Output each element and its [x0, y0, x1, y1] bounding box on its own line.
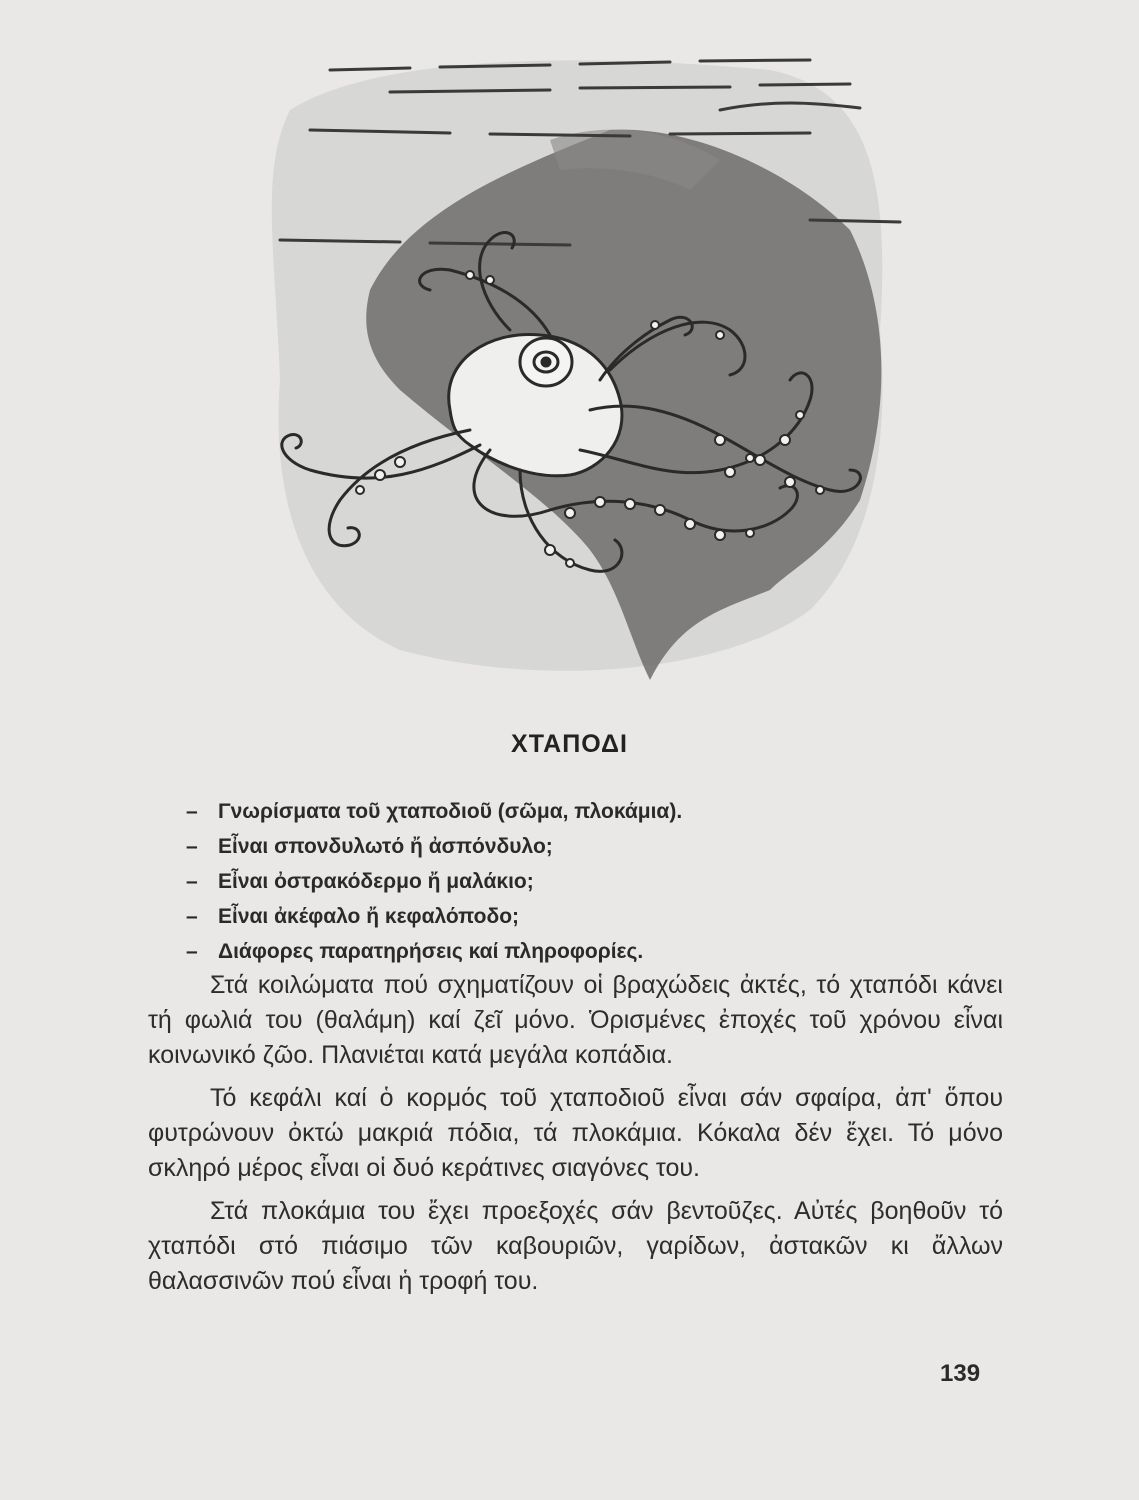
list-item	[186, 934, 682, 969]
page-title: ΧΤΑΠΟΔΙ	[511, 730, 628, 758]
list-item	[186, 794, 682, 829]
dash-bullet: –	[186, 905, 198, 928]
list-item	[186, 864, 682, 899]
page-number: 139	[940, 1360, 981, 1387]
list-item-text: Εἶναι ὀστρακόδερμο ἤ μαλάκιο;	[218, 870, 534, 893]
list-item-text: Διάφορες παρατηρήσεις καί πληροφορίες.	[218, 940, 644, 963]
paragraph: Στά κοιλώματα πού σχηματίζουν οἱ βραχώδεις ἀκτές, τό χταπόδι κάνει τή φωλιά του (θαλάμη) καί ζεῖ μόνο. Ὁρισμένες ἐποχές τοῦ χρόνου εἶναι κοινωνικό ζῶο. Πλανιέται κατά μεγάλα κοπάδια.	[148, 971, 1003, 1069]
list-item-text: Εἶναι σπονδυλωτό ἤ ἀσπόνδυλο;	[218, 835, 553, 858]
dash-bullet: –	[186, 800, 198, 823]
paragraph: Στά πλοκάμια του ἔχει προεξοχές σάν βεντοῦζες. Αὐτές βοηθοῦν τό χταπόδι στό πιάσιμο τῶν καβουριῶν, γαρίδων, ἀστακῶν κι ἄλλων θαλασσινῶν πού εἶναι ἡ τροφή του.	[148, 1197, 1003, 1295]
list-item	[186, 899, 682, 934]
dash-bullet: –	[186, 940, 198, 963]
dash-bullet: –	[186, 835, 198, 858]
study-questions-list	[186, 794, 682, 969]
list-item	[186, 829, 682, 864]
list-item-text: Γνωρίσματα τοῦ χταποδιοῦ (σῶμα, πλοκάμια).	[218, 800, 683, 823]
octopus-illustration-icon	[250, 30, 910, 710]
dash-bullet: –	[186, 870, 198, 893]
body-text	[148, 968, 1003, 1307]
list-item-text: Εἶναι ἀκέφαλο ἤ κεφαλόποδο;	[218, 905, 520, 928]
paragraph: Τό κεφάλι καί ὁ κορμός τοῦ χταποδιοῦ εἶναι σάν σφαίρα, ἀπ' ὅπου φυτρώνουν ὀκτώ μακριά πόδια, τά πλοκάμια. Κόκαλα δέν ἔχει. Τό μόνο σκληρό μέρος εἶναι οἱ δυό κεράτινες σιαγόνες του.	[148, 1084, 1003, 1182]
